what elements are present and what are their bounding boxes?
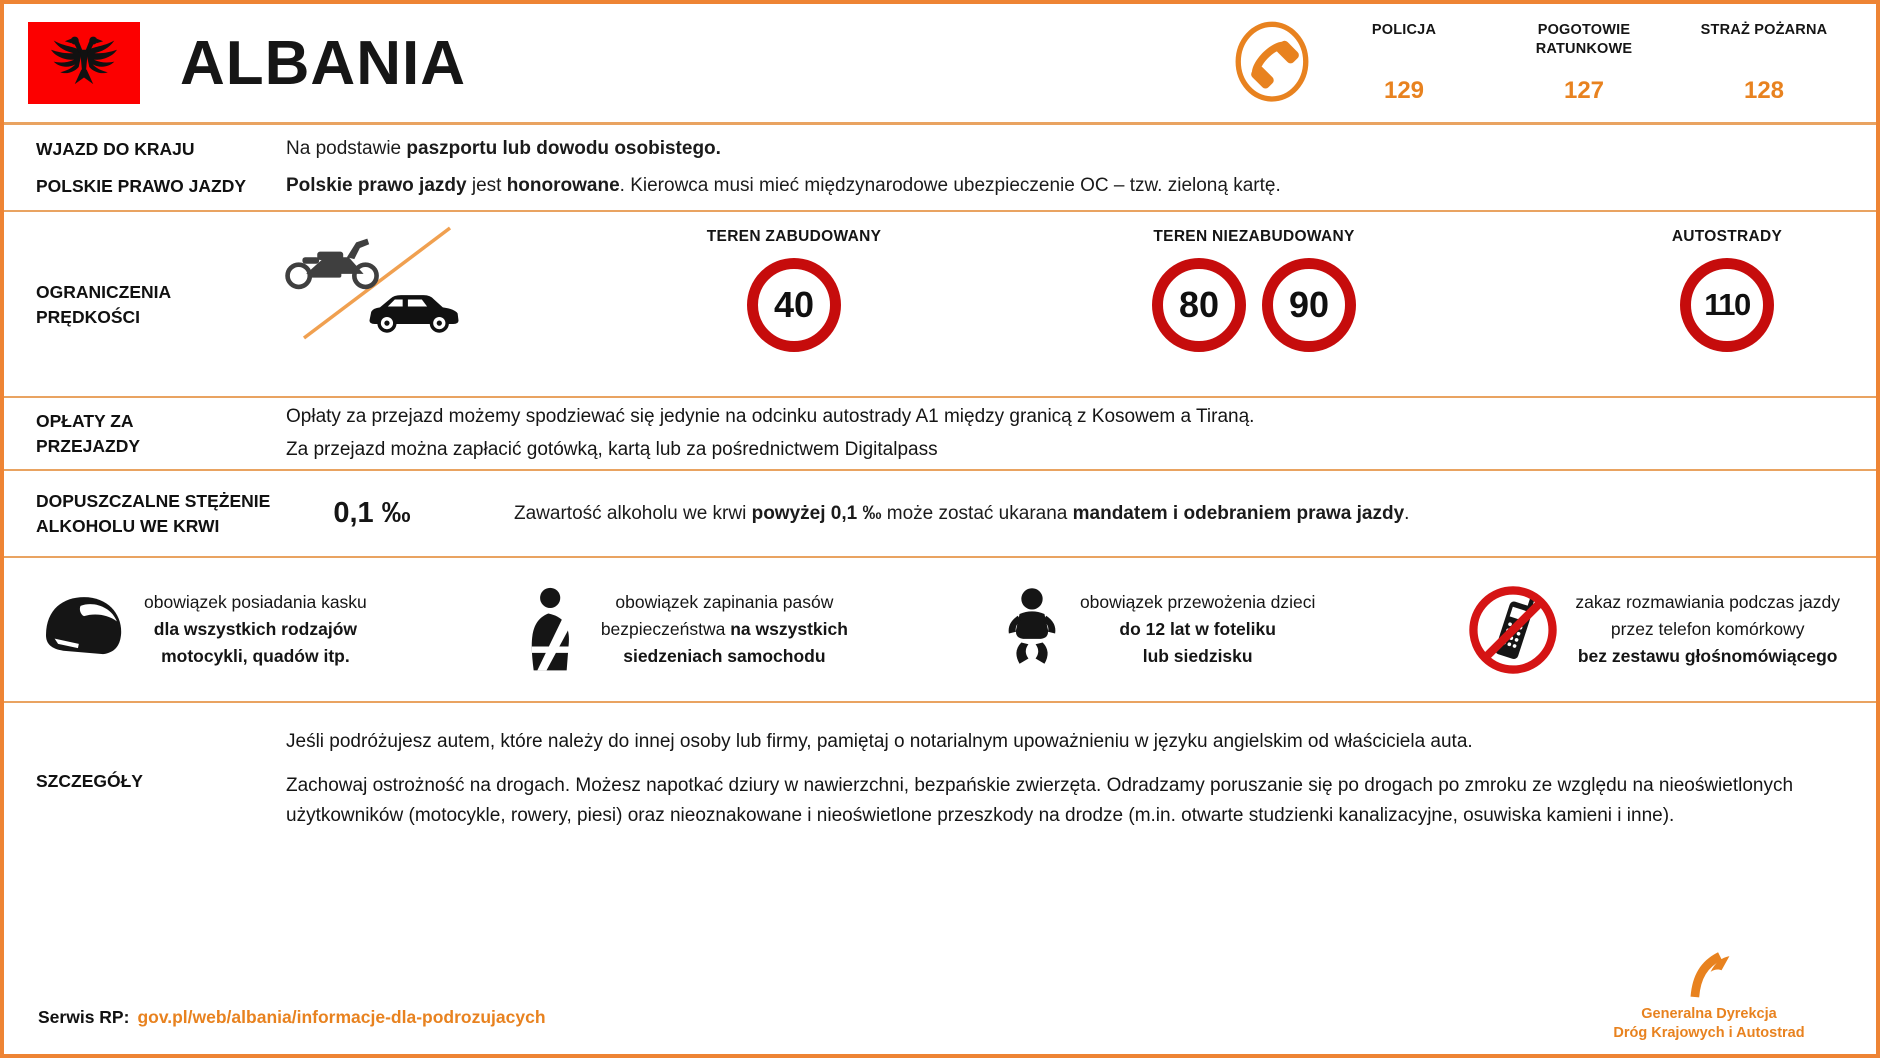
phone-icon <box>1232 19 1312 107</box>
alcohol-limit-value: 0,1 ‰ <box>333 497 411 529</box>
emergency-number: 127 <box>1563 77 1605 104</box>
speed-limit-sign-110: 110 <box>1680 258 1774 352</box>
obligation-text-line: obowiązek zapinania pasów <box>615 591 834 612</box>
obligation-text-line: bez zestawu głośnomówiącego <box>1577 646 1838 667</box>
obligation-child-seat <box>1000 586 1315 674</box>
obligation-text-line: do 12 lat w foteliku <box>1119 618 1276 639</box>
tolls-text <box>286 401 1254 466</box>
section-label-details: SZCZEGÓŁY <box>36 771 143 791</box>
seatbelt-icon <box>519 585 585 675</box>
service-url-link[interactable]: gov.pl/web/albania/informacje-dla-podrozujacych <box>137 1007 546 1027</box>
speed-column-built-up <box>644 228 944 352</box>
vehicle-icons <box>282 222 467 344</box>
details-paragraph: Zachowaj ostrożność na drogach. Możesz napotkać dziury w nawierzchni, bezpańskie zwierzęta. Odradzamy poruszanie się po drogach po zmroku ze względu na nieoświetlonych użytkowników (motocykle, rowery, piesi) oraz nieoznakowane i nieoświetlone przeszkody na drodze (m.in. otwarte studzienki kanalizacyjne, osuwiska kamieni i inne). <box>286 775 1794 827</box>
license-text: Polskie prawo jazdy jest honorowane. Kierowca musi mieć międzynarodowe ubezpieczenie OC – tzw. zieloną kartę. <box>286 174 1281 196</box>
service-label: Serwis RP: <box>38 1007 130 1027</box>
footer <box>4 950 1876 1054</box>
speed-column-header: AUTOSTRADY <box>1671 228 1783 245</box>
speed-column-header: TEREN NIEZABUDOWANY <box>1153 228 1355 245</box>
albania-flag <box>28 22 140 104</box>
child-seat-icon <box>1000 586 1064 674</box>
emergency-contact-ambulance <box>1496 21 1672 105</box>
speed-column-rural <box>1044 228 1464 352</box>
double-headed-eagle-icon <box>40 30 128 96</box>
obligation-text-line: przez telefon komórkowy <box>1610 618 1805 639</box>
gddkia-logo-text: Generalna Dyrekcja Dróg Krajowych i Autostrad <box>1613 1005 1805 1042</box>
section-obligations <box>4 558 1876 703</box>
no-phone-icon <box>1467 584 1559 676</box>
obligation-text-line: zakaz rozmawiania podczas jazdy <box>1575 591 1840 612</box>
motorcycle-icon <box>282 228 384 292</box>
emergency-number: 128 <box>1743 77 1785 104</box>
section-label-entry: WJAZD DO KRAJU <box>36 139 195 159</box>
obligation-text-line: siedzeniach samochodu <box>623 646 826 667</box>
emergency-label: POLICJA <box>1371 22 1437 38</box>
section-label-alcohol: DOPUSZCZALNE STĘŻENIE ALKOHOLU WE KRWI <box>36 491 271 536</box>
service-info <box>38 1007 546 1028</box>
tolls-line: Opłaty za przejazd możemy spodziewać się jedynie na odcinku autostrady A1 między granicą z Kosowem a Tiraną. <box>286 406 1255 428</box>
section-label-tolls: OPŁATY ZA PRZEJAZDY <box>36 411 141 456</box>
section-details <box>4 703 1876 950</box>
emergency-label: POGOTOWIE RATUNKOWE <box>1535 22 1633 57</box>
prohibition-phone <box>1467 584 1840 676</box>
tolls-line: Za przejazd można zapłacić gotówką, kartą lub za pośrednictwem Digitalpass <box>286 438 938 460</box>
obligation-text <box>601 589 848 670</box>
emergency-label: STRAŻ POŻARNA <box>1700 22 1828 38</box>
entry-text: Na podstawie paszportu lub dowodu osobistego. <box>286 138 721 160</box>
section-alcohol-limit <box>4 471 1876 558</box>
row-entry <box>36 137 1876 162</box>
obligation-text-line: obowiązek przewożenia dzieci <box>1079 591 1316 612</box>
speed-column-header: TEREN ZABUDOWANY <box>706 228 882 245</box>
emergency-contact-fire <box>1676 21 1852 105</box>
obligation-text-line: dla wszystkich rodzajów <box>153 618 358 639</box>
details-text <box>286 703 1876 845</box>
helmet-icon <box>40 592 128 668</box>
speed-limit-sign-80: 80 <box>1152 258 1246 352</box>
section-label-speed: OGRANICZENIA PRĘDKOŚCI <box>36 282 171 327</box>
obligation-text <box>144 589 367 670</box>
alcohol-text: Zawartość alkoholu we krwi powyżej 0,1 ‰ może zostać ukarana mandatem i odebraniem prawa jazdy. <box>514 502 1410 524</box>
page-title: ALBANIA <box>180 28 466 98</box>
obligation-text-line: lub siedzisku <box>1142 646 1253 667</box>
obligation-helmet <box>40 589 367 670</box>
gddkia-logo <box>1594 950 1824 1044</box>
header <box>4 4 1876 125</box>
gddkia-road-icon <box>1687 950 1731 1000</box>
section-tolls <box>4 398 1876 471</box>
row-license <box>36 174 1876 199</box>
details-paragraph: Jeśli podróżujesz autem, które należy do innej osoby lub firmy, pamiętaj o notarialnym upoważnieniu w języku angielskim od właściciela auta. <box>286 731 1473 752</box>
emergency-number: 129 <box>1383 77 1425 104</box>
speed-column-motorways <box>1574 228 1880 352</box>
obligation-text-line: bezpieczeństwa na wszystkich <box>600 618 848 639</box>
obligation-seatbelt <box>519 585 848 675</box>
section-speed-limits <box>4 212 1876 398</box>
speed-limit-sign-40: 40 <box>747 258 841 352</box>
section-entry-and-license <box>4 125 1876 212</box>
obligation-text-line: motocykli, quadów itp. <box>161 646 350 667</box>
car-icon <box>366 284 462 336</box>
section-label-license: POLSKIE PRAWO JAZDY <box>36 175 247 196</box>
obligation-text <box>1080 589 1315 670</box>
obligation-text <box>1575 589 1840 670</box>
speed-limit-sign-90: 90 <box>1262 258 1356 352</box>
emergency-contact-police <box>1316 21 1492 105</box>
obligation-text-line: obowiązek posiadania kasku <box>144 591 367 612</box>
